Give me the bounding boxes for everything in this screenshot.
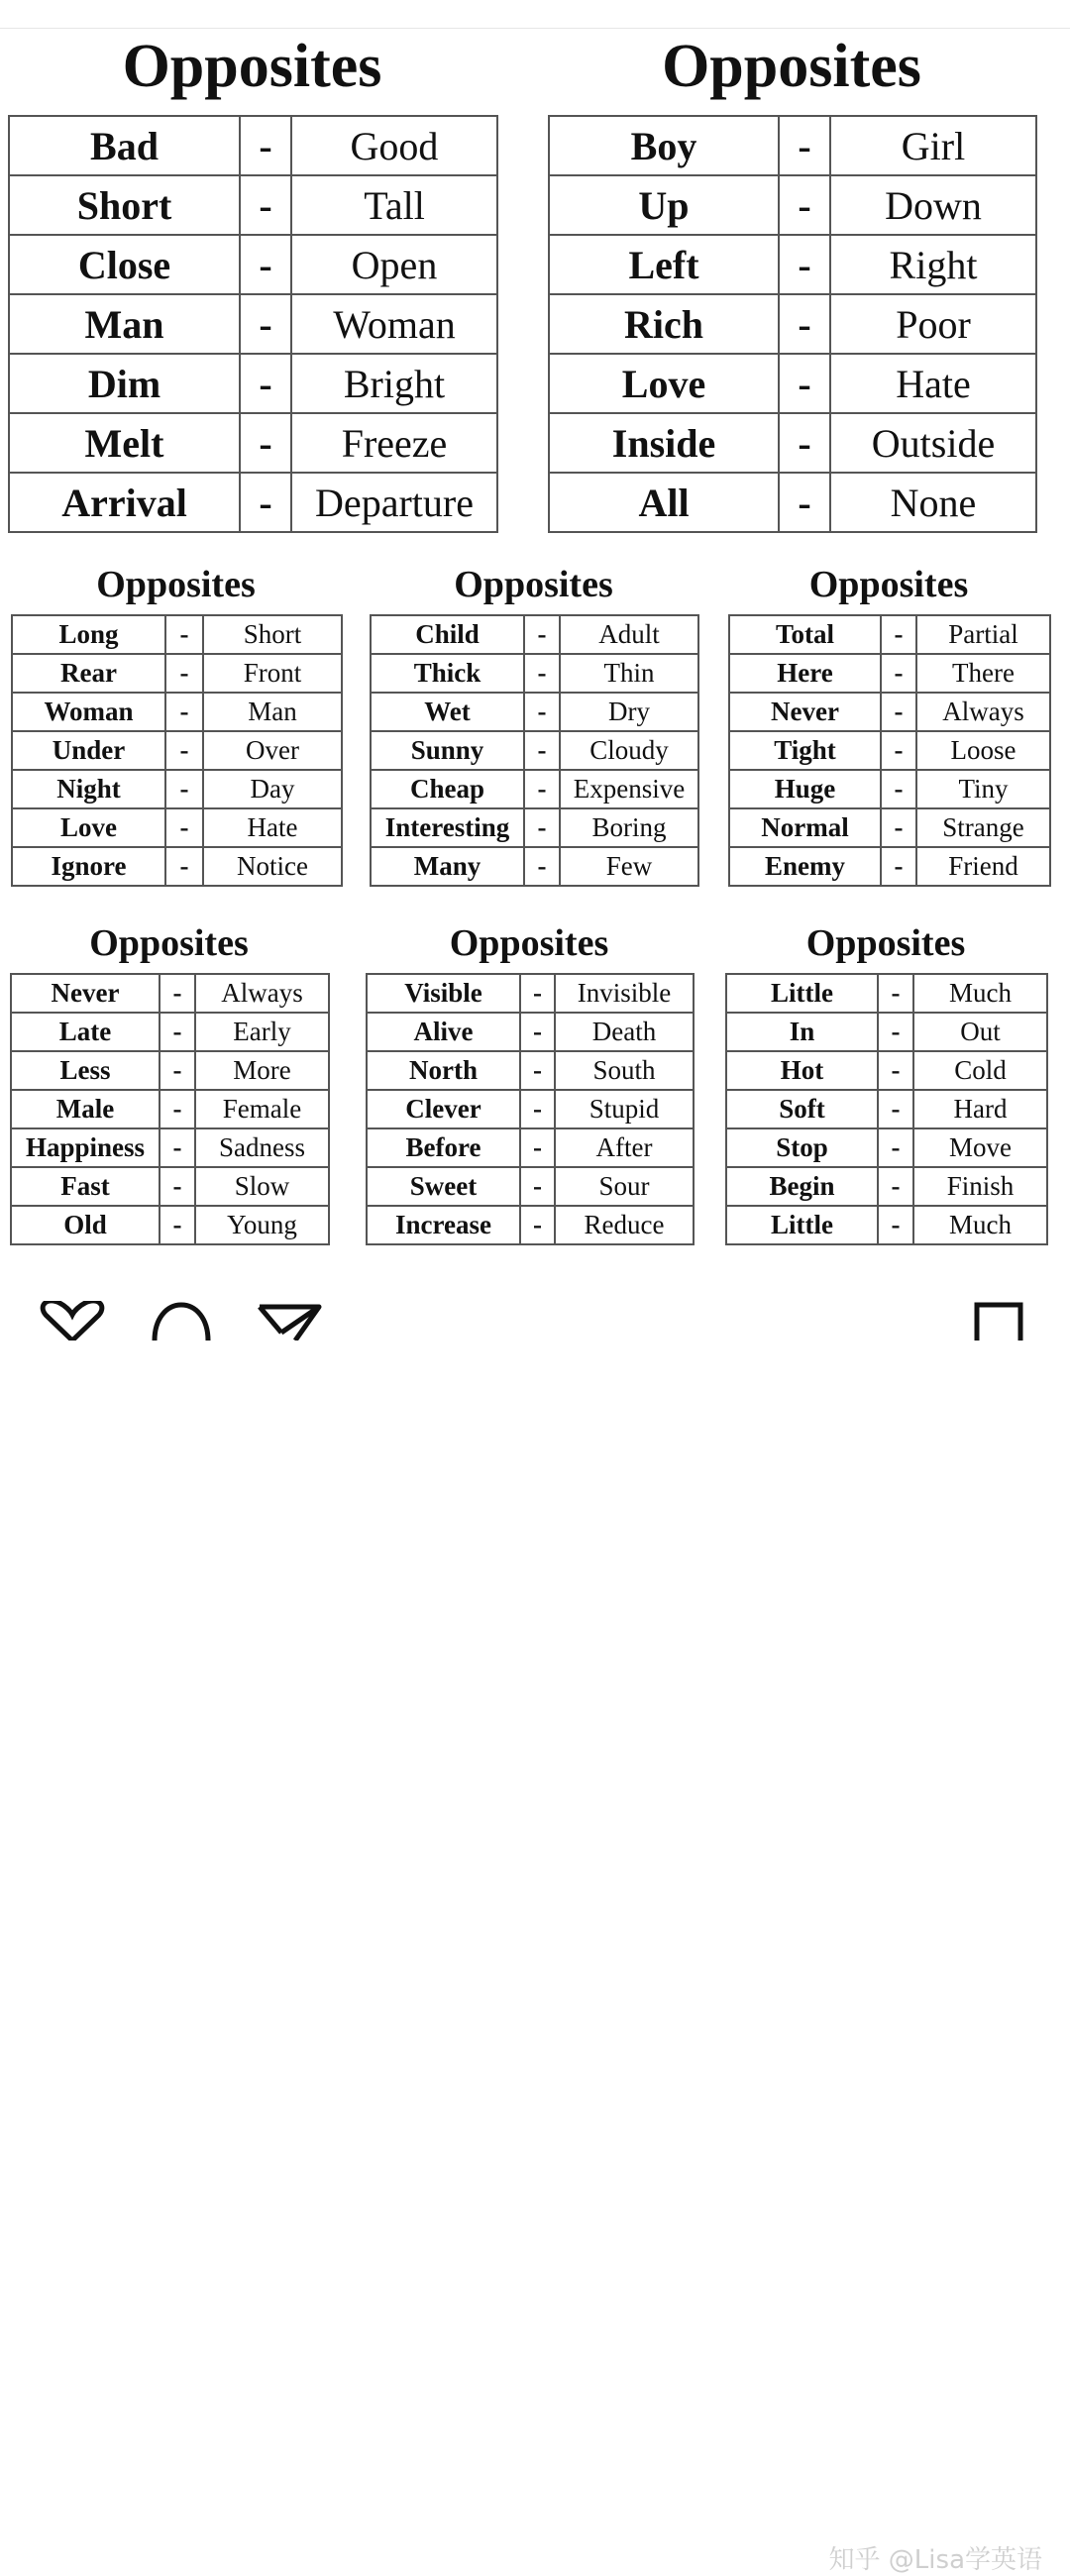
separator-cell: - (240, 354, 291, 413)
opposite-cell: Always (916, 693, 1050, 731)
word-cell: Before (367, 1128, 520, 1167)
opposite-cell: Reduce (555, 1206, 694, 1244)
table-row (367, 1167, 694, 1206)
panel-title: Opposites (89, 922, 249, 964)
table-row (371, 847, 698, 886)
opposite-cell: Bright (291, 354, 497, 413)
table-row (371, 654, 698, 693)
comment-icon[interactable] (149, 1301, 214, 1345)
opposite-cell: Adult (560, 615, 698, 654)
opposite-cell: Short (203, 615, 342, 654)
separator-cell: - (779, 235, 830, 294)
bookmark-icon[interactable] (971, 1301, 1026, 1345)
table-row (726, 1013, 1047, 1051)
opposite-cell: Strange (916, 808, 1050, 847)
word-cell: Woman (12, 693, 165, 731)
separator-cell: - (520, 1090, 555, 1128)
separator-cell: - (160, 1206, 195, 1244)
table-row (12, 693, 342, 731)
word-cell: Night (12, 770, 165, 808)
word-cell: Child (371, 615, 524, 654)
separator-cell: - (520, 974, 555, 1013)
table-row (549, 175, 1036, 235)
panel-title: Opposites (449, 922, 609, 964)
opposite-cell: Poor (830, 294, 1036, 354)
separator-cell: - (779, 473, 830, 532)
word-cell: Hot (726, 1051, 878, 1090)
separator-cell: - (878, 1051, 913, 1090)
table-row (549, 235, 1036, 294)
word-cell: Under (12, 731, 165, 770)
separator-cell: - (160, 1013, 195, 1051)
separator-cell: - (881, 847, 916, 886)
opposite-cell: Cloudy (560, 731, 698, 770)
separator-cell: - (779, 354, 830, 413)
opposite-cell: Right (830, 235, 1036, 294)
opposite-cell: Expensive (560, 770, 698, 808)
opposite-cell: Over (203, 731, 342, 770)
table-row (12, 731, 342, 770)
opposite-cell: South (555, 1051, 694, 1090)
separator-cell: - (881, 731, 916, 770)
table-row (11, 1013, 329, 1051)
opposite-cell: Girl (830, 116, 1036, 175)
separator-cell: - (524, 615, 560, 654)
table-row (11, 1090, 329, 1128)
table-row (549, 473, 1036, 532)
separator-cell: - (878, 1128, 913, 1167)
word-cell: Old (11, 1206, 160, 1244)
table-row (729, 615, 1050, 654)
word-cell: Dim (9, 354, 240, 413)
table-row (9, 473, 497, 532)
opposite-cell: Hate (830, 354, 1036, 413)
table-row (9, 116, 497, 175)
panel-title: Opposites (808, 564, 969, 605)
word-cell: In (726, 1013, 878, 1051)
table-row (11, 1206, 329, 1244)
table-row (726, 1090, 1047, 1128)
word-cell: Never (729, 693, 881, 731)
separator-cell: - (520, 1206, 555, 1244)
word-cell: Little (726, 974, 878, 1013)
opposite-cell: Cold (913, 1051, 1047, 1090)
opposite-cell: Friend (916, 847, 1050, 886)
word-cell: Cheap (371, 770, 524, 808)
separator-cell: - (881, 615, 916, 654)
word-cell: Short (9, 175, 240, 235)
word-cell: Late (11, 1013, 160, 1051)
opposite-cell: Finish (913, 1167, 1047, 1206)
separator-cell: - (524, 693, 560, 731)
table-row (11, 1128, 329, 1167)
separator-cell: - (160, 1090, 195, 1128)
separator-cell: - (160, 1051, 195, 1090)
word-cell: Boy (549, 116, 779, 175)
separator-cell: - (160, 1167, 195, 1206)
panel-title: Opposites (454, 564, 613, 605)
separator-cell: - (779, 413, 830, 473)
opposite-cell: Man (203, 693, 342, 731)
opposite-cell: Freeze (291, 413, 497, 473)
separator-cell: - (779, 294, 830, 354)
table-row (11, 1051, 329, 1090)
separator-cell: - (165, 808, 203, 847)
opposite-cell: After (555, 1128, 694, 1167)
opposite-cell: Female (195, 1090, 329, 1128)
table-row (367, 1051, 694, 1090)
opposite-cell: Much (913, 1206, 1047, 1244)
table-row (371, 693, 698, 731)
word-cell: Inside (549, 413, 779, 473)
word-cell: Rear (12, 654, 165, 693)
opposites-table (725, 973, 1048, 1245)
separator-cell: - (524, 654, 560, 693)
opposite-cell: Much (913, 974, 1047, 1013)
word-cell: Wet (371, 693, 524, 731)
word-cell: Tight (729, 731, 881, 770)
word-cell: Total (729, 615, 881, 654)
separator-cell: - (878, 1013, 913, 1051)
separator-cell: - (520, 1167, 555, 1206)
separator-cell: - (878, 1167, 913, 1206)
separator-cell: - (881, 654, 916, 693)
opposite-cell: Invisible (555, 974, 694, 1013)
word-cell: Clever (367, 1090, 520, 1128)
post-action-bar (0, 1263, 1070, 2575)
word-cell: Interesting (371, 808, 524, 847)
word-cell: Long (12, 615, 165, 654)
panel-title: Opposites (122, 33, 382, 100)
opposite-cell: Partial (916, 615, 1050, 654)
table-row (549, 413, 1036, 473)
opposite-cell: Tall (291, 175, 497, 235)
opposite-cell: Day (203, 770, 342, 808)
opposites-table (548, 115, 1037, 533)
word-cell: Close (9, 235, 240, 294)
word-cell: Many (371, 847, 524, 886)
opposite-cell: Slow (195, 1167, 329, 1206)
table-row (729, 808, 1050, 847)
panel-title: Opposites (805, 922, 966, 964)
table-row (371, 770, 698, 808)
table-row (729, 731, 1050, 770)
table-row (726, 1051, 1047, 1090)
table-row (9, 235, 497, 294)
opposite-cell: Sour (555, 1167, 694, 1206)
opposite-cell: Tiny (916, 770, 1050, 808)
opposite-cell: Move (913, 1128, 1047, 1167)
word-cell: Begin (726, 1167, 878, 1206)
word-cell: Melt (9, 413, 240, 473)
opposite-cell: Always (195, 974, 329, 1013)
separator-cell: - (524, 808, 560, 847)
word-cell: Visible (367, 974, 520, 1013)
separator-cell: - (524, 731, 560, 770)
separator-cell: - (240, 473, 291, 532)
table-row (549, 116, 1036, 175)
opposite-cell: Hate (203, 808, 342, 847)
table-row (12, 615, 342, 654)
separator-cell: - (240, 294, 291, 354)
word-cell: Increase (367, 1206, 520, 1244)
opposite-cell: There (916, 654, 1050, 693)
opposite-cell: Notice (203, 847, 342, 886)
word-cell: Love (549, 354, 779, 413)
word-cell: Soft (726, 1090, 878, 1128)
separator-cell: - (165, 770, 203, 808)
table-row (9, 354, 497, 413)
table-row (9, 175, 497, 235)
opposite-cell: None (830, 473, 1036, 532)
panel-title: Opposites (96, 564, 256, 605)
word-cell: Bad (9, 116, 240, 175)
opposite-cell: Out (913, 1013, 1047, 1051)
table-row (367, 974, 694, 1013)
table-row (549, 354, 1036, 413)
word-cell: Fast (11, 1167, 160, 1206)
word-cell: All (549, 473, 779, 532)
opposites-table (366, 973, 695, 1245)
separator-cell: - (240, 235, 291, 294)
table-row (726, 1206, 1047, 1244)
opposite-cell: Outside (830, 413, 1036, 473)
word-cell: Ignore (12, 847, 165, 886)
word-cell: Here (729, 654, 881, 693)
separator-cell: - (878, 1206, 913, 1244)
watermark: 知乎 @Lisa学英语 (828, 2545, 1042, 2575)
opposite-cell: Down (830, 175, 1036, 235)
word-cell: Male (11, 1090, 160, 1128)
separator-cell: - (881, 770, 916, 808)
separator-cell: - (520, 1128, 555, 1167)
separator-cell: - (165, 654, 203, 693)
word-cell: Enemy (729, 847, 881, 886)
table-row (729, 770, 1050, 808)
table-row (9, 294, 497, 354)
opposites-table (11, 614, 343, 887)
word-cell: Never (11, 974, 160, 1013)
table-row (549, 294, 1036, 354)
table-row (367, 1013, 694, 1051)
share-icon[interactable] (256, 1301, 323, 1345)
table-row (12, 847, 342, 886)
separator-cell: - (160, 974, 195, 1013)
separator-cell: - (878, 974, 913, 1013)
word-cell: Sunny (371, 731, 524, 770)
word-cell: Arrival (9, 473, 240, 532)
table-row (729, 654, 1050, 693)
word-cell: Less (11, 1051, 160, 1090)
table-row (726, 1128, 1047, 1167)
table-row (729, 847, 1050, 886)
opposites-table (370, 614, 699, 887)
separator-cell: - (520, 1013, 555, 1051)
table-row (371, 808, 698, 847)
opposite-cell: Stupid (555, 1090, 694, 1128)
table-row (12, 654, 342, 693)
table-row (729, 693, 1050, 731)
separator-cell: - (240, 413, 291, 473)
separator-cell: - (779, 175, 830, 235)
word-cell: Left (549, 235, 779, 294)
table-row (367, 1206, 694, 1244)
opposite-cell: Open (291, 235, 497, 294)
word-cell: Man (9, 294, 240, 354)
opposite-cell: Death (555, 1013, 694, 1051)
word-cell: Happiness (11, 1128, 160, 1167)
table-row (726, 974, 1047, 1013)
separator-cell: - (779, 116, 830, 175)
header-divider (0, 28, 1070, 29)
separator-cell: - (160, 1128, 195, 1167)
opposite-cell: Hard (913, 1090, 1047, 1128)
word-cell: Thick (371, 654, 524, 693)
separator-cell: - (881, 693, 916, 731)
table-row (12, 770, 342, 808)
opposite-cell: Sadness (195, 1128, 329, 1167)
separator-cell: - (165, 731, 203, 770)
separator-cell: - (524, 770, 560, 808)
separator-cell: - (240, 116, 291, 175)
word-cell: North (367, 1051, 520, 1090)
panel-title: Opposites (662, 33, 921, 100)
opposites-table (728, 614, 1051, 887)
word-cell: Alive (367, 1013, 520, 1051)
opposite-cell: More (195, 1051, 329, 1090)
separator-cell: - (165, 615, 203, 654)
word-cell: Sweet (367, 1167, 520, 1206)
opposite-cell: Good (291, 116, 497, 175)
table-row (9, 413, 497, 473)
word-cell: Up (549, 175, 779, 235)
table-row (367, 1090, 694, 1128)
opposite-cell: Woman (291, 294, 497, 354)
table-row (726, 1167, 1047, 1206)
word-cell: Little (726, 1206, 878, 1244)
separator-cell: - (165, 693, 203, 731)
opposites-table (8, 115, 498, 533)
separator-cell: - (240, 175, 291, 235)
opposite-cell: Dry (560, 693, 698, 731)
opposite-cell: Boring (560, 808, 698, 847)
opposite-cell: Loose (916, 731, 1050, 770)
opposite-cell: Young (195, 1206, 329, 1244)
separator-cell: - (881, 808, 916, 847)
table-row (367, 1128, 694, 1167)
opposite-cell: Thin (560, 654, 698, 693)
word-cell: Huge (729, 770, 881, 808)
word-cell: Normal (729, 808, 881, 847)
separator-cell: - (524, 847, 560, 886)
opposite-cell: Few (560, 847, 698, 886)
word-cell: Love (12, 808, 165, 847)
separator-cell: - (165, 847, 203, 886)
table-row (11, 974, 329, 1013)
opposite-cell: Early (195, 1013, 329, 1051)
separator-cell: - (878, 1090, 913, 1128)
word-cell: Rich (549, 294, 779, 354)
table-row (371, 615, 698, 654)
heart-icon[interactable] (38, 1301, 107, 1345)
opposite-cell: Departure (291, 473, 497, 532)
table-row (12, 808, 342, 847)
opposite-cell: Front (203, 654, 342, 693)
word-cell: Stop (726, 1128, 878, 1167)
separator-cell: - (520, 1051, 555, 1090)
table-row (11, 1167, 329, 1206)
table-row (371, 731, 698, 770)
opposites-table (10, 973, 330, 1245)
